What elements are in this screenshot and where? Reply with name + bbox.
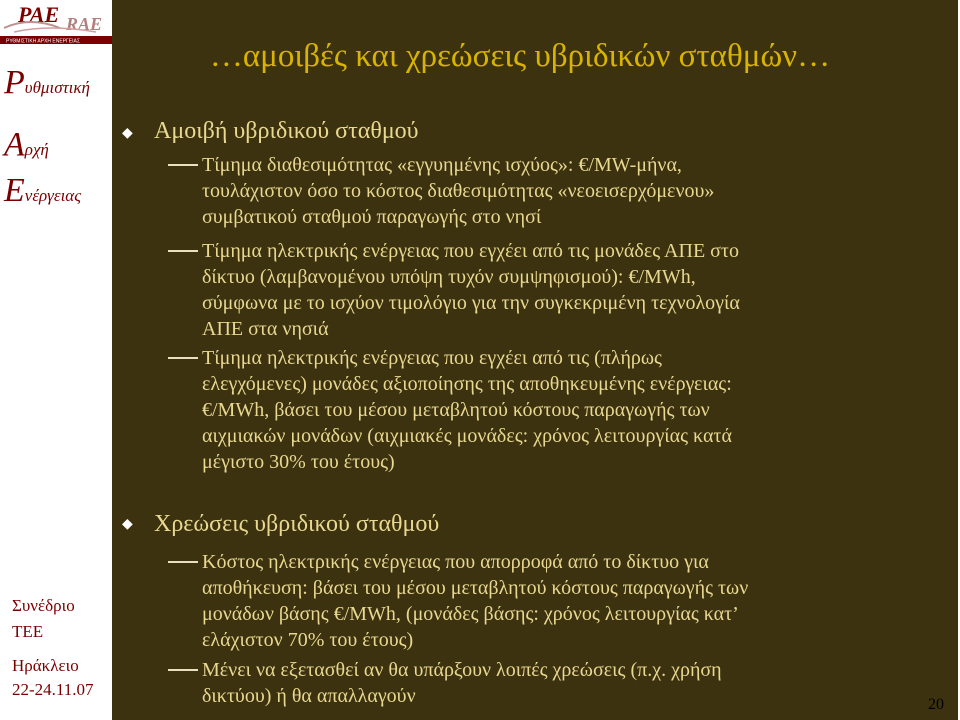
section-heading-charges: Χρεώσεις υβριδικού σταθμού [154, 511, 440, 537]
logo-text-rae: RAE [66, 14, 103, 34]
list-item-availability-price: Τίμημα διαθεσιμότητας «εγγυημένης ισχύος»: €/MW-μήνα, τουλάχιστον όσο το κόστος διαθεσιμότητας «νεοεισερχόμενου» συμβατικού σταθμού παραγωγής στο νησί [202, 154, 715, 228]
dash-bullet-icon [168, 250, 198, 252]
sidebar-word-energy: Ενέργειας [4, 172, 82, 209]
diamond-bullet-icon: ◆ [122, 126, 133, 141]
list-item-storage-energy-price: Τίμημα ηλεκτρικής ενέργειας που εγχέει από τις (πλήρως ελεγχόμενες) μονάδες αξιοποίησης της αποθηκευμένης ενέργειας: €/MWh, βάσει του μέσου μεταβλητού κόστους παραγωγής των αιχμιακών μονάδων (αιχμιακές μονάδες: χρόνος λειτουργίας κατά μέγιστο 30% του έτους) [202, 347, 732, 473]
logo-text-pae: PAE [18, 2, 60, 27]
rae-logo [0, 0, 112, 44]
dash-bullet-icon [168, 164, 198, 166]
sidebar-footer-conference: Συνέδριο [12, 596, 75, 615]
sidebar-footer-organizer: ΤΕΕ [12, 622, 44, 641]
sidebar-word-authority: Αρχή [4, 126, 49, 163]
list-item-other-charges: Μένει να εξετασθεί αν θα υπάρξουν λοιπές χρεώσεις (π.χ. χρήση δικτύου) ή θα απαλλαγούν [202, 659, 722, 707]
dash-bullet-icon [168, 561, 198, 563]
list-item-absorbed-energy-cost: Κόστος ηλεκτρικής ενέργειας που απορροφά από το δίκτυο για αποθήκευση: βάσει του μέσου μεταβλητού κόστους παραγωγής των μονάδων βάσης €/MWh, (μονάδες βάσης: χρόνος λειτουργίας κατ’ ελάχιστον 70% του έτους) [202, 551, 749, 651]
section-heading-remuneration: Αμοιβή υβριδικού σταθμού [154, 118, 419, 144]
logo-graphic [0, 0, 112, 44]
page-number: 20 [928, 696, 944, 713]
slide-panel [112, 0, 958, 720]
list-item-res-energy-price: Τίμημα ηλεκτρικής ενέργειας που εγχέει από τις μονάδες ΑΠΕ στο δίκτυο (λαμβανομένου υπόψη τυχόν συμψηφισμού): €/MWh, σύμφωνα με το ισχύον τιμολόγιο για την συγκεκριμένη τεχνολογία ΑΠΕ στα νησιά [202, 240, 740, 340]
dash-bullet-icon [168, 357, 198, 359]
sidebar [0, 44, 112, 720]
dash-bullet-icon [168, 669, 198, 671]
logo-subtitle: ΡΥΘΜΙΣΤΙΚΗ ΑΡΧΗ ΕΝΕΡΓΕΙΑΣ [6, 38, 80, 44]
slide-title: …αμοιβές και χρεώσεις υβριδικών σταθμών… [209, 38, 831, 74]
sidebar-footer-location: Ηράκλειο [12, 656, 79, 675]
sidebar-word-regulatory: Ρυθμιστική [4, 64, 90, 101]
sidebar-footer-date: 22-24.11.07 [12, 680, 94, 699]
diamond-bullet-icon: ◆ [122, 517, 133, 532]
